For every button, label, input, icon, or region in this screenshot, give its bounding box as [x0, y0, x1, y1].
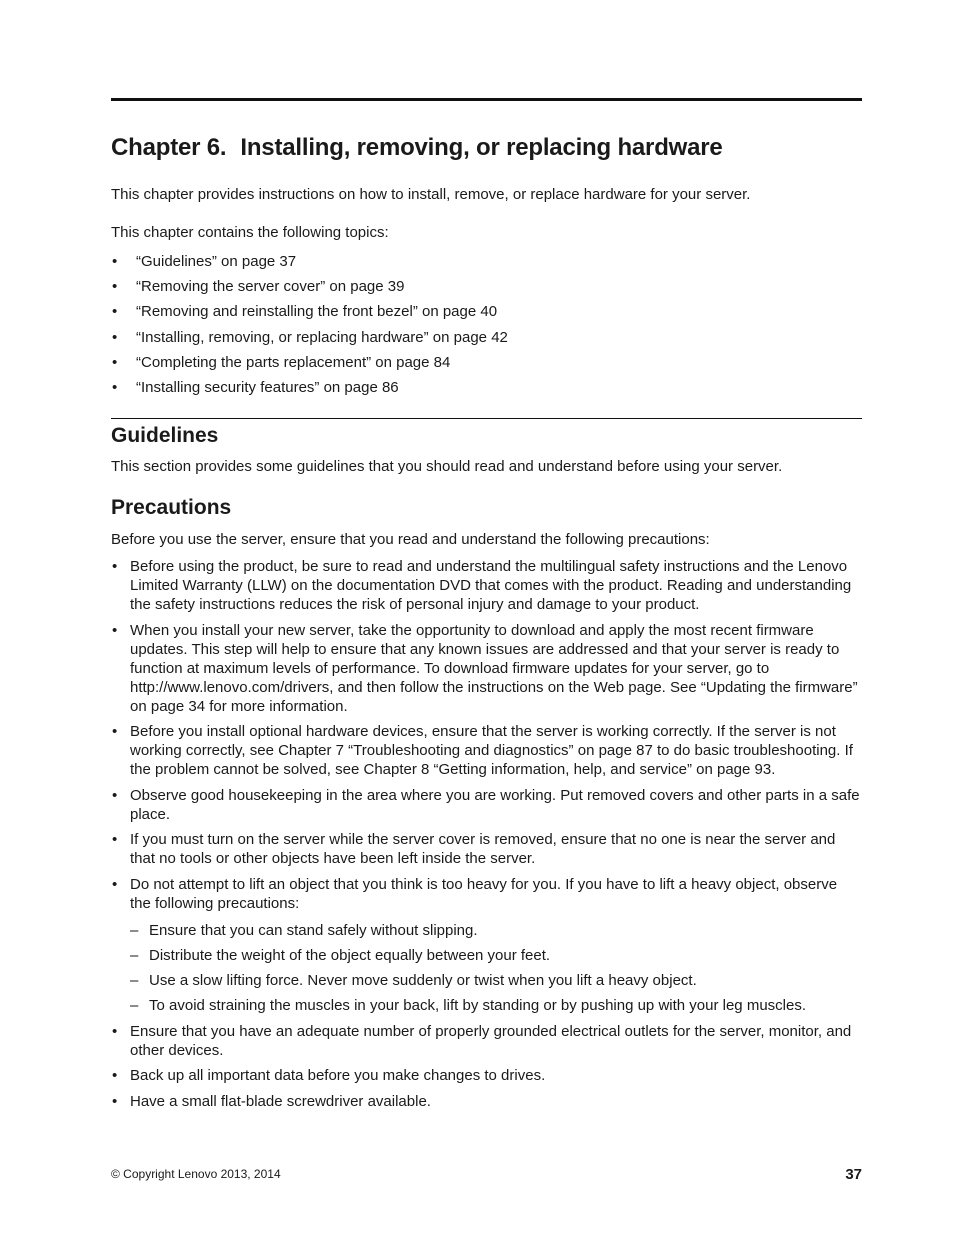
- topic-link-security-features[interactable]: • “Installing security features” on page 86: [111, 378, 508, 403]
- lifting-precautions-list: [130, 921, 862, 1016]
- topic-link-completing-replacement[interactable]: • “Completing the parts replacement” on page 84: [111, 353, 508, 378]
- section-divider: [111, 418, 862, 419]
- topics-list: [111, 252, 508, 403]
- precautions-list: [111, 557, 862, 1117]
- chapter-top-rule: [111, 98, 862, 101]
- lifting-subitem: – To avoid straining the muscles in your back, lift by standing or by pushing up with your leg muscles.: [130, 996, 862, 1015]
- guidelines-heading: Guidelines: [111, 424, 219, 447]
- guidelines-text: This section provides some guidelines that you should read and understand before using your server.: [111, 458, 783, 475]
- chapter-intro: This chapter provides instructions on how to install, remove, or replace hardware for your server.: [111, 186, 751, 203]
- topic-link-removing-cover[interactable]: • “Removing the server cover” on page 39: [111, 277, 508, 302]
- chapter-title-text: Installing, removing, or replacing hardware: [240, 134, 723, 161]
- precaution-heavy-lifting: [111, 875, 862, 1016]
- lifting-subitem: – Use a slow lifting force. Never move suddenly or twist when you lift a heavy object.: [130, 971, 862, 990]
- chapter-title: [111, 134, 723, 162]
- copyright-notice: © Copyright Lenovo 2013, 2014: [111, 1167, 281, 1181]
- precaution-firmware-updates: • When you install your new server, take the opportunity to download and apply the most recent firmware updates. This step will help to ensure that any known issues are addressed and that your server is ready to function at maximum levels of performance. To download firmware updates for your server, go to http://www.lenovo.com/drivers, and then follow the instructions on the Web page. See “Updating the firmware” on page 34 for more information.: [111, 621, 862, 716]
- precaution-heavy-lifting-text: Do not attempt to lift an object that you think is too heavy for you. If you have to lift a heavy object, observe the following precautions:: [130, 875, 838, 912]
- precaution-screwdriver: • Have a small flat-blade screwdriver available.: [111, 1092, 862, 1111]
- precaution-grounded-outlets: • Ensure that you have an adequate number of properly grounded electrical outlets for the server, monitor, and other devices.: [111, 1022, 862, 1060]
- precaution-verify-server: • Before you install optional hardware devices, ensure that the server is working correctly. If the server is not working correctly, see Chapter 7 “Troubleshooting and diagnostics” on page 87 to do basic troubleshooting. If the problem cannot be solved, see Chapter 8 “Getting information, help, and service” on page 93.: [111, 722, 862, 779]
- topic-link-front-bezel[interactable]: • “Removing and reinstalling the front bezel” on page 40: [111, 302, 508, 327]
- chapter-number: Chapter 6.: [111, 134, 227, 161]
- page-number: 37: [845, 1166, 862, 1183]
- topic-link-guidelines[interactable]: • “Guidelines” on page 37: [111, 252, 508, 277]
- precautions-intro: Before you use the server, ensure that you read and understand the following precautions:: [111, 531, 710, 548]
- topics-intro: This chapter contains the following topics:: [111, 224, 389, 241]
- precaution-backup-data: • Back up all important data before you make changes to drives.: [111, 1066, 862, 1085]
- precautions-heading: Precautions: [111, 496, 232, 519]
- precaution-safety-instructions: • Before using the product, be sure to read and understand the multilingual safety instructions and the Lenovo Limited Warranty (LLW) on the documentation DVD that comes with the product. Reading and understanding the safety instructions reduces the risk of personal injury and damage to your product.: [111, 557, 862, 614]
- precaution-housekeeping: • Observe good housekeeping in the area where you are working. Put removed covers and other parts in a safe place.: [111, 786, 862, 824]
- lifting-subitem: – Distribute the weight of the object equally between your feet.: [130, 946, 862, 965]
- precaution-cover-removed: • If you must turn on the server while the server cover is removed, ensure that no one is near the server and that no tools or other objects have been left inside the server.: [111, 830, 862, 868]
- lifting-subitem: – Ensure that you can stand safely without slipping.: [130, 921, 862, 940]
- topic-link-installing-hardware[interactable]: • “Installing, removing, or replacing hardware” on page 42: [111, 328, 508, 353]
